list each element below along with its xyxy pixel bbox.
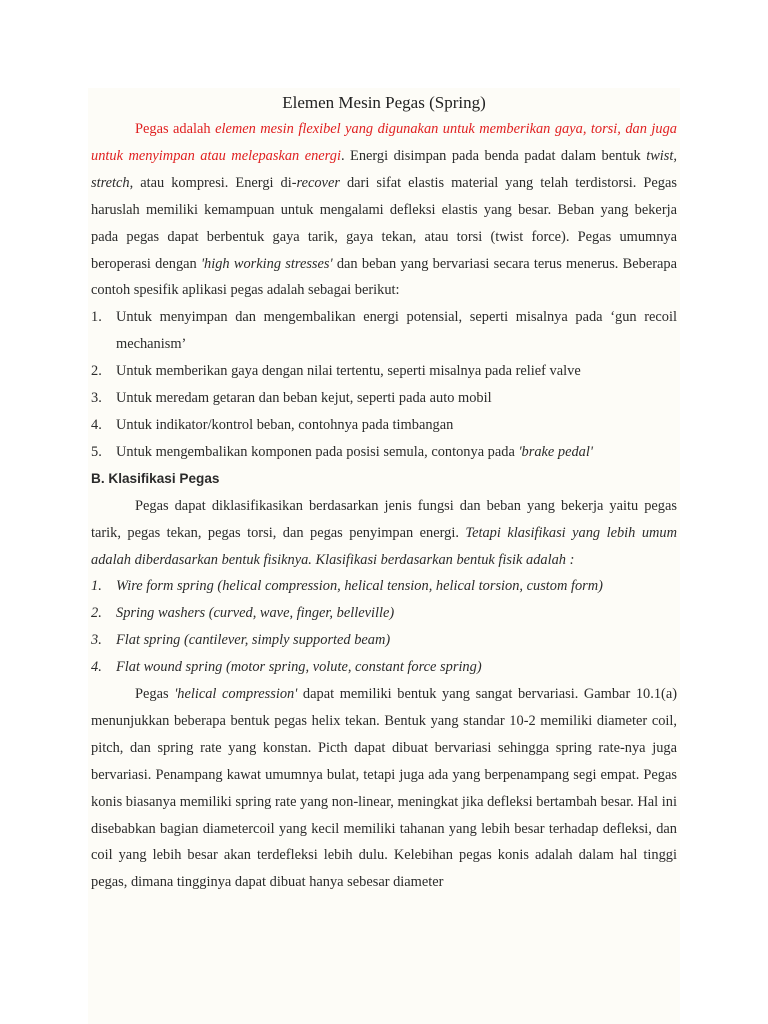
list-number: 1. [91, 578, 102, 595]
list-item [91, 385, 677, 412]
list-text: Untuk memberikan gaya dengan nilai tertentu, seperti misalnya pada relief valve [116, 363, 581, 380]
list-number: 5. [91, 443, 102, 460]
list-number: 3. [91, 390, 102, 407]
intro-italic-1: twist, stretch [91, 147, 677, 191]
helical-italic: 'helical compression' [174, 686, 298, 703]
list-item [91, 654, 677, 681]
section-heading: B. Klasifikasi Pegas [91, 470, 220, 486]
list-number: 4. [91, 416, 102, 433]
list-number: 2. [91, 605, 102, 622]
list-italic: 'brake pedal' [518, 443, 593, 460]
intro-text-2: , atau kompresi. Energi di- [129, 174, 297, 191]
intro-lead: Pegas adalah [135, 121, 216, 137]
list-text: Untuk meredam getaran dan beban kejut, seperti pada auto mobil [116, 390, 492, 407]
list-text: Flat spring (cantilever, simply supported beam) [116, 632, 391, 649]
helical-text-2: dapat memiliki bentuk yang sangat bervariasi. Gambar 10.1(a) menunjukkan beberapa bentuk pegas helix tekan. Bentuk yang standar 10-2 memiliki diameter coil, pitch, dan spring rate yang konstan. Picth dapat dibuat bervariasi sehingga spring rate-nya juga bervariasi. Penampang kawat umumnya bulat, tetapi juga ada yang berpenampang segi empat. Pegas konis biasanya memiliki spring rate yang non-linear, meningkat jika defleksi bertambah besar. Hal ini disebabkan bagian diametercoil yang kecil memiliki tahanan yang lebih besar terhadap defleksi, dan coil yang lebih besar akan terdefleksi lebih dulu. Kelebihan pegas konis adalah dalam hal tinggi pegas, dimana tingginya dapat dibuat hanya sebesar diameter [91, 686, 677, 891]
list-text: Wire form spring (helical compression, helical tension, helical torsion, custom form) [116, 578, 603, 595]
list-number: 2. [91, 363, 102, 380]
classification-italic: Tetapi klasifikasi yang lebih umum adalah diberdasarkan bentuk fisiknya. Klasifikasi berdasarkan bentuk fisik adalah : [91, 524, 677, 568]
classification-list [91, 573, 677, 681]
intro-definition: elemen mesin flexibel yang digunakan untuk memberikan gaya, torsi, dan juga untuk menyimpan atau melepaskan energi [91, 121, 677, 164]
list-number: 4. [91, 659, 102, 676]
intro-text-4: dan beban yang bervariasi secara terus menerus. Beberapa contoh spesifik aplikasi pegas adalah sebagai berikut: [91, 255, 677, 299]
list-item [91, 358, 677, 385]
list-number: 3. [91, 632, 102, 649]
list-item [91, 412, 677, 439]
list-item [91, 573, 677, 600]
page-title: Elemen Mesin Pegas (Spring) [282, 93, 486, 112]
document-body [91, 88, 677, 896]
intro-text-1: . Energi disimpan pada benda padat dalam bentuk [340, 147, 647, 164]
list-item [91, 439, 677, 466]
intro-italic-3: 'high working stresses' [200, 255, 333, 272]
helical-text-1: Pegas [135, 686, 175, 703]
list-text: Untuk indikator/kontrol beban, contohnya pada timbangan [116, 416, 454, 433]
intro-text-3: dari sifat elastis material yang telah terdistorsi. Pegas haruslah memiliki kemampuan untuk mengalami defleksi elastis yang besar. Beban yang bekerja pada pegas dapat berbentuk gaya tarik, gaya tekan, atau torsi (twist force). Pegas umumnya beroperasi dengan [91, 174, 677, 272]
intro-paragraph [91, 116, 677, 304]
classification-paragraph [91, 493, 677, 574]
list-text: Flat wound spring (motor spring, volute, constant force spring) [116, 659, 482, 676]
list-text: Spring washers (curved, wave, finger, belleville) [116, 605, 395, 622]
list-text: Untuk menyimpan dan mengembalikan energi potensial, seperti misalnya pada ‘gun recoil mechanism’ [116, 309, 677, 353]
helical-paragraph [91, 681, 677, 896]
list-item [91, 304, 677, 358]
list-text: Untuk mengembalikan komponen pada posisi semula, contonya pada [116, 443, 519, 460]
list-item [91, 627, 677, 654]
classification-text: Pegas dapat diklasifikasikan berdasarkan jenis fungsi dan beban yang bekerja yaitu pegas tarik, pegas tekan, pegas torsi, dan pegas penyimpan energi. [91, 497, 677, 541]
intro-italic-2: recover [296, 174, 340, 191]
applications-list [91, 304, 677, 465]
list-item [91, 600, 677, 627]
list-number: 1. [91, 309, 102, 326]
